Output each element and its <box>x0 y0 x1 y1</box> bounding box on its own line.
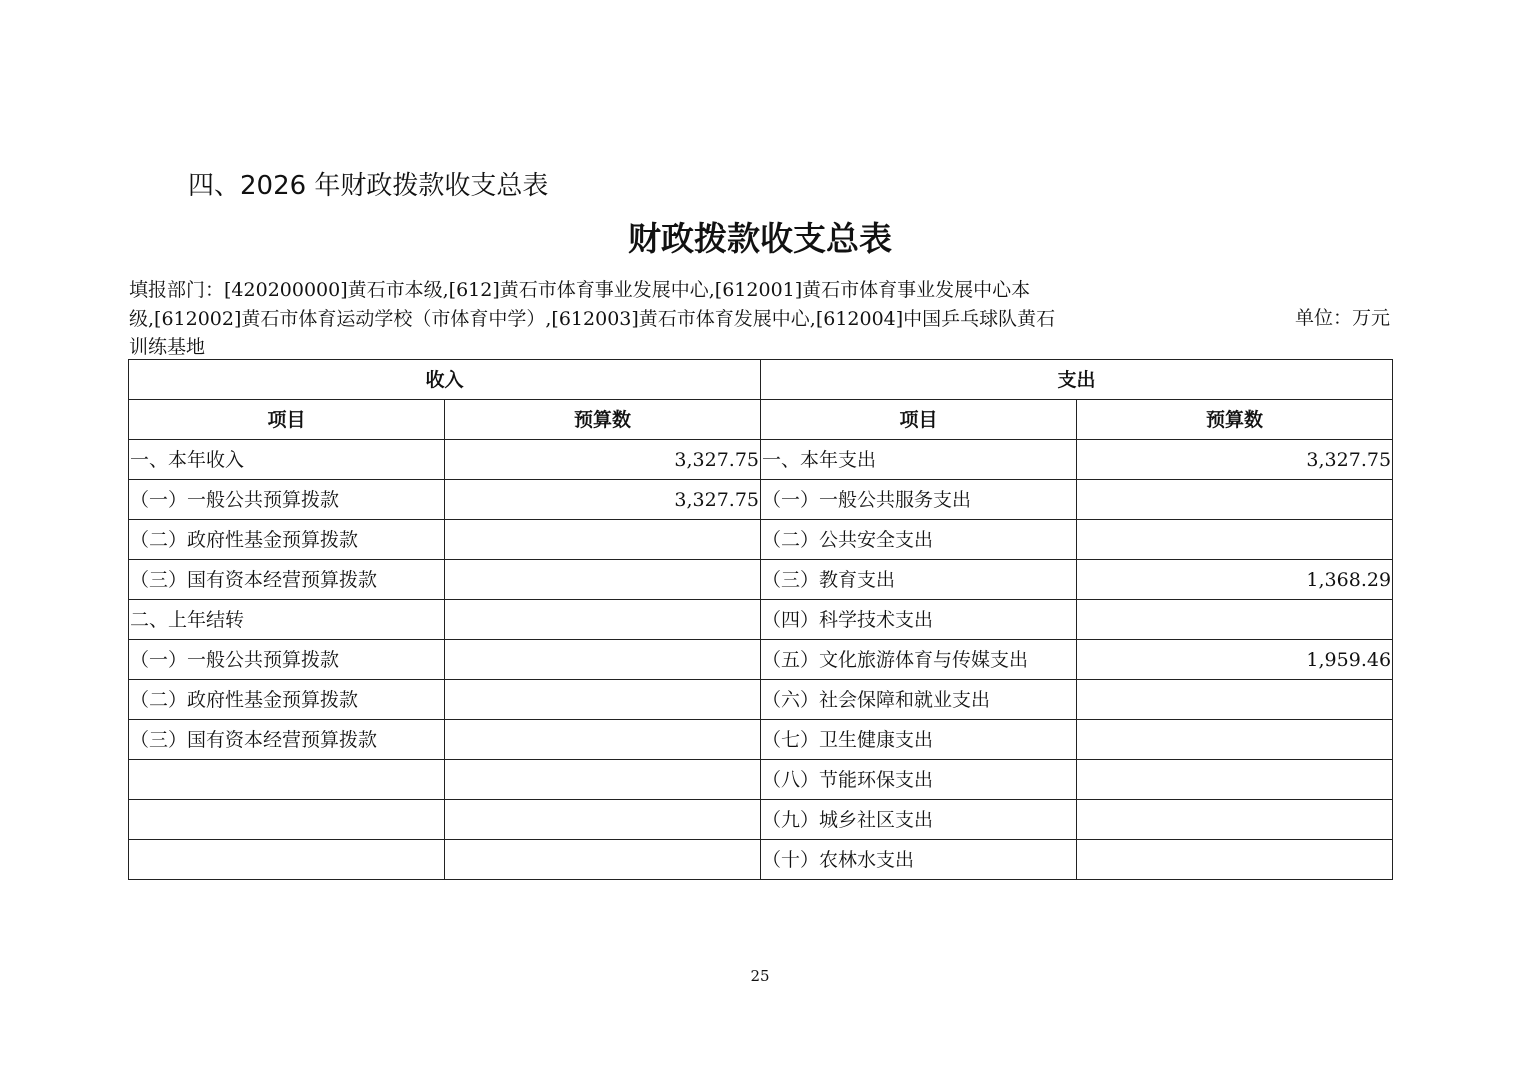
income-amount: 3,327.75 <box>445 440 761 480</box>
expense-amount <box>1077 760 1393 800</box>
expense-item: （一）一般公共服务支出 <box>761 480 1077 520</box>
expense-item: （六）社会保障和就业支出 <box>761 680 1077 720</box>
expense-item: （五）文化旅游体育与传媒支出 <box>761 640 1077 680</box>
reporting-department <box>129 276 1089 362</box>
income-amount <box>445 840 761 880</box>
expense-amount <box>1077 480 1393 520</box>
group-header-row <box>129 360 1393 400</box>
income-item <box>129 760 445 800</box>
expense-item: （四）科学技术支出 <box>761 600 1077 640</box>
income-item <box>129 800 445 840</box>
expense-amount <box>1077 800 1393 840</box>
expense-amount <box>1077 720 1393 760</box>
table-row <box>129 640 1393 680</box>
income-item: （一）一般公共预算拨款 <box>129 480 445 520</box>
income-amount <box>445 520 761 560</box>
expense-item: （十）农林水支出 <box>761 840 1077 880</box>
expense-item: （三）教育支出 <box>761 560 1077 600</box>
expense-amount: 1,368.29 <box>1077 560 1393 600</box>
income-item: （三）国有资本经营预算拨款 <box>129 560 445 600</box>
table-row <box>129 520 1393 560</box>
income-amount <box>445 680 761 720</box>
dept-line-1: [420200000]黄石市本级,[612]黄石市体育事业发展中心,[612001]黄石市体育事业发展中心本 <box>224 279 1031 301</box>
expense-amount <box>1077 680 1393 720</box>
income-item: 一、本年收入 <box>129 440 445 480</box>
page-number: 25 <box>750 967 770 985</box>
income-amount <box>445 760 761 800</box>
income-amount <box>445 640 761 680</box>
income-item: （一）一般公共预算拨款 <box>129 640 445 680</box>
expense-item: （八）节能环保支出 <box>761 760 1077 800</box>
expense-item: （九）城乡社区支出 <box>761 800 1077 840</box>
income-item-header: 项目 <box>129 400 445 440</box>
unit-label: 单位：万元 <box>1294 307 1390 329</box>
expense-amount-header: 预算数 <box>1077 400 1393 440</box>
table-row <box>129 720 1393 760</box>
expense-item: 一、本年支出 <box>761 440 1077 480</box>
table-row <box>129 840 1393 880</box>
table-row <box>129 480 1393 520</box>
income-item <box>129 840 445 880</box>
income-amount: 3,327.75 <box>445 480 761 520</box>
dept-label: 填报部门： <box>129 279 225 301</box>
expense-amount <box>1077 600 1393 640</box>
expense-amount: 1,959.46 <box>1077 640 1393 680</box>
expense-amount <box>1077 840 1393 880</box>
income-amount <box>445 600 761 640</box>
income-item: （二）政府性基金预算拨款 <box>129 520 445 560</box>
section-heading: 四、2026 年财政拨款收支总表 <box>188 171 549 201</box>
income-item: （三）国有资本经营预算拨款 <box>129 720 445 760</box>
income-item: （二）政府性基金预算拨款 <box>129 680 445 720</box>
expense-item: （七）卫生健康支出 <box>761 720 1077 760</box>
income-amount <box>445 800 761 840</box>
expense-item-header: 项目 <box>761 400 1077 440</box>
table-row <box>129 760 1393 800</box>
table-row <box>129 800 1393 840</box>
expense-item: （二）公共安全支出 <box>761 520 1077 560</box>
expense-header: 支出 <box>761 360 1393 400</box>
income-amount <box>445 560 761 600</box>
income-header: 收入 <box>129 360 761 400</box>
column-header-row <box>129 400 1393 440</box>
income-amount <box>445 720 761 760</box>
expense-amount: 3,327.75 <box>1077 440 1393 480</box>
income-item: 二、上年结转 <box>129 600 445 640</box>
dept-line-3: 训练基地 <box>129 336 206 358</box>
income-amount-header: 预算数 <box>445 400 761 440</box>
expense-amount <box>1077 520 1393 560</box>
dept-line-2: 级,[612002]黄石市体育运动学校（市体育中学）,[612003]黄石市体育发展中心,[612004]中国乒乓球队黄石 <box>129 307 1056 330</box>
table-row <box>129 560 1393 600</box>
table-row <box>129 680 1393 720</box>
table-title: 财政拨款收支总表 <box>628 219 892 258</box>
table-row <box>129 600 1393 640</box>
budget-table <box>128 359 1393 880</box>
table-row <box>129 440 1393 480</box>
